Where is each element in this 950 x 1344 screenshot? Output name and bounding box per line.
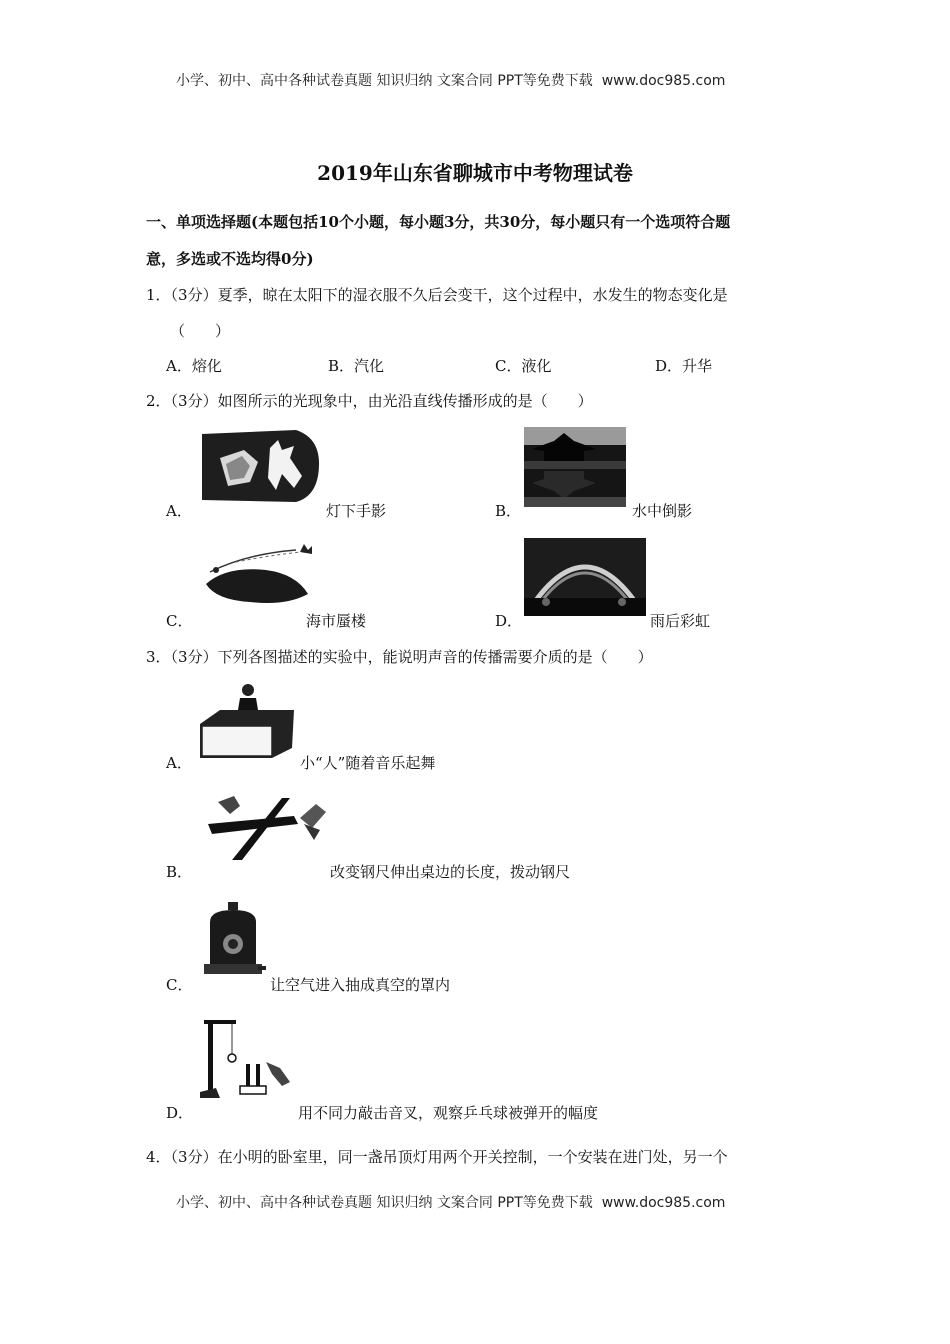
q2-option-b-letter: B． [495, 502, 522, 520]
header-site-link[interactable]: www.doc985.com [601, 73, 726, 89]
q2-image-reflection [524, 427, 626, 507]
page-footer [176, 1192, 725, 1212]
q2-option-d-letter: D． [495, 612, 523, 630]
q3-option-d-label: 用不同力敲击音叉，观察乒乓球被弹开的幅度 [298, 1104, 599, 1122]
q1-answer-paren: （ ） [170, 322, 231, 340]
q3-option-b-label: 改变钢尺伸出桌边的长度，拨动钢尺 [330, 863, 571, 881]
q4-stem: 4．（3分）在小明的卧室里，同一盏吊顶灯用两个开关控制，一个安装在进门处，另一个 [146, 1148, 728, 1166]
q2-option-a-label: 灯下手影 [326, 502, 387, 520]
q2-option-d-label: 雨后彩虹 [650, 612, 711, 630]
q3-option-a-label: 小“人”随着音乐起舞 [300, 754, 436, 772]
q3-option-c-letter: C． [166, 976, 193, 994]
q1-option-c: C．液化 [495, 357, 552, 375]
section-heading-line2: 意，多选或不选均得0分) [146, 250, 314, 268]
q3-image-dancing-figure [196, 680, 296, 758]
q2-option-c-letter: C． [166, 612, 193, 630]
header-text: 小学、初中、高中各种试卷真题 知识归纳 文案合同 PPT等免费下载 [176, 73, 593, 89]
q2-image-hand-shadow [198, 428, 321, 504]
q3-option-a-letter: A． [166, 754, 192, 772]
page-title: 2019年山东省聊城市中考物理试卷 [317, 161, 633, 185]
q3-option-b-letter: B． [166, 863, 193, 881]
q2-option-a-letter: A． [166, 502, 192, 520]
q2-option-b-label: 水中倒影 [632, 502, 693, 520]
q3-option-c-label: 让空气进入抽成真空的罩内 [270, 976, 451, 994]
q2-stem: 2．（3分）如图所示的光现象中，由光沿直线传播形成的是（ ） [146, 392, 593, 410]
page-header [176, 70, 725, 90]
q1-option-a: A．熔化 [166, 357, 222, 375]
section-heading-line1: 一、单项选择题(本题包括10个小题，每小题3分，共30分，每小题只有一个选项符合题 [146, 213, 731, 231]
q1-option-d: D．升华 [655, 357, 713, 375]
q3-image-steel-ruler [204, 794, 328, 862]
q2-image-mirage [196, 540, 318, 612]
q2-option-c-label: 海市蜃楼 [306, 612, 367, 630]
q3-option-d-letter: D． [166, 1104, 194, 1122]
q3-image-tuning-fork [196, 1012, 294, 1100]
q1-option-b: B．汽化 [328, 357, 385, 375]
q3-stem: 3．（3分）下列各图描述的实验中，能说明声音的传播需要介质的是（ ） [146, 648, 653, 666]
footer-text: 小学、初中、高中各种试卷真题 知识归纳 文案合同 PPT等免费下载 [176, 1195, 593, 1211]
footer-site-link[interactable]: www.doc985.com [601, 1195, 726, 1211]
q1-stem: 1．（3分）夏季，晾在太阳下的湿衣服不久后会变干，这个过程中，水发生的物态变化是 [146, 286, 728, 304]
q3-image-bell-jar [200, 900, 266, 978]
q2-image-rainbow [524, 538, 646, 616]
